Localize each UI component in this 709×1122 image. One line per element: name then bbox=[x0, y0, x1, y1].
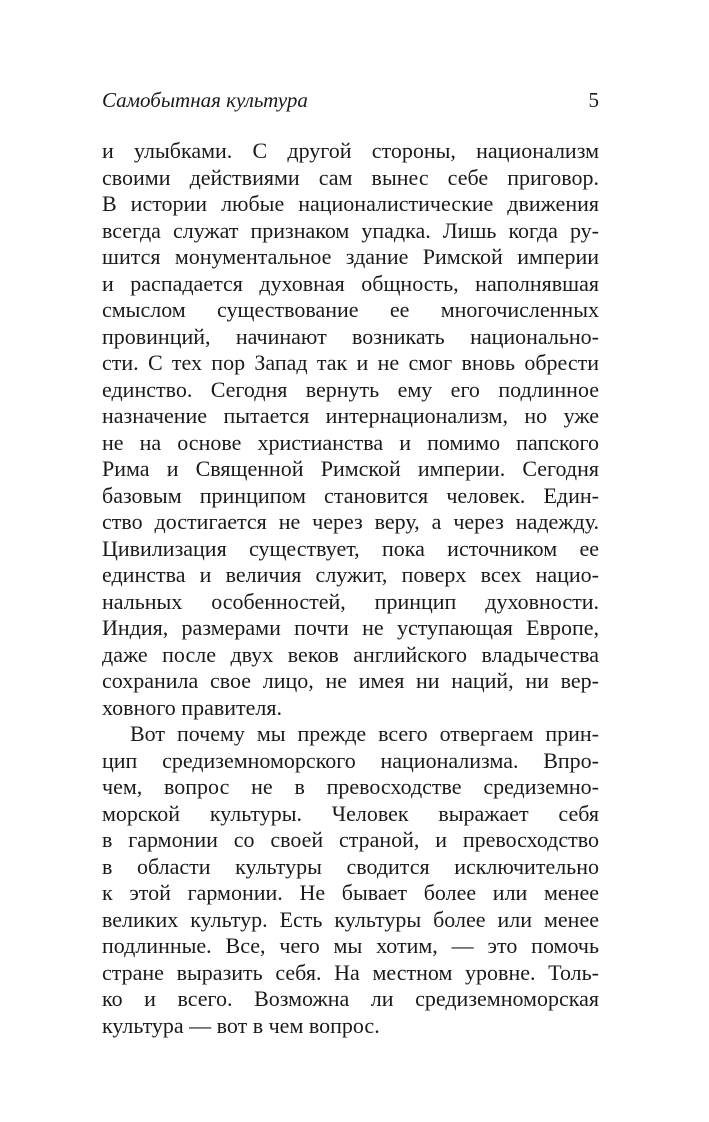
text-line: к этой гармонии. Не бывает более или менее bbox=[102, 880, 599, 905]
text-line: сохранила свое лицо, не имея ни наций, ни вер- bbox=[102, 668, 599, 693]
text-line: Индия, размерами почти не уступающая Европе, bbox=[102, 615, 599, 640]
text-line: подлинные. Все, чего мы хотим, — это помочь bbox=[102, 933, 599, 958]
text-line: единства и величия служит, поверх всех нацио- bbox=[102, 562, 599, 587]
text-line: даже после двух веков английского владычества bbox=[102, 641, 599, 667]
text-line: великих культур. Есть культуры более или менее bbox=[102, 906, 599, 932]
text-line: ство достигается не через веру, а через надежду. bbox=[102, 509, 599, 534]
text-line: в гармонии со своей страной, и превосходство bbox=[102, 827, 599, 852]
text-line: базовым принципом становится человек. Един- bbox=[102, 482, 599, 508]
text-line: смыслом существование ее многочисленных bbox=[102, 297, 599, 322]
page-number: 5 bbox=[588, 88, 599, 112]
text-line: нальных особенностей, принцип духовности. bbox=[102, 588, 599, 614]
text-line: стране выразить себя. На местном уровне. Толь- bbox=[102, 959, 599, 985]
running-title: Самобытная культура bbox=[102, 88, 308, 112]
text-line: Вот почему мы прежде всего отвергаем прин- bbox=[130, 721, 599, 746]
text-line: шится монументальное здание Римской империи bbox=[102, 244, 599, 269]
text-line: и улыбками. С другой стороны, национализм bbox=[102, 138, 599, 163]
text-line: В истории любые националистические движения bbox=[102, 191, 599, 216]
text-line: Рима и Священной Римской империи. Сегодня bbox=[102, 456, 599, 481]
text-line: назначение пытается интернационализм, но уже bbox=[102, 403, 599, 428]
text-line: морской культуры. Человек выражает себя bbox=[102, 800, 599, 826]
text-line: Цивилизация существует, пока источником ее bbox=[102, 535, 599, 561]
text-line: всегда служат признаком упадка. Лишь когда ру- bbox=[102, 217, 599, 243]
text-line: ховного правителя. bbox=[102, 694, 282, 720]
text-line: и распадается духовная общность, наполнявшая bbox=[102, 270, 599, 296]
text-line: чем, вопрос не в превосходстве средиземно- bbox=[102, 774, 599, 799]
text-line: ко и всего. Возможна ли средиземноморская bbox=[102, 986, 599, 1011]
running-head bbox=[102, 88, 599, 118]
text-line: цип средиземноморского национализма. Впро- bbox=[102, 747, 599, 773]
text-line: не на основе христианства и помимо папского bbox=[102, 429, 599, 455]
text-line: своими действиями сам вынес себе приговор. bbox=[102, 164, 599, 190]
text-line: в области культуры сводится исключительно bbox=[102, 853, 599, 879]
text-line: единство. Сегодня вернуть ему его подлинное bbox=[102, 376, 599, 402]
text-line: культура — вот в чем вопрос. bbox=[102, 1012, 380, 1038]
body-text bbox=[102, 138, 599, 1039]
text-line: сти. С тех пор Запад так и не смог вновь обрести bbox=[102, 350, 599, 375]
book-page bbox=[102, 0, 599, 1122]
text-line: провинций, начинают возникать национально- bbox=[102, 323, 599, 349]
